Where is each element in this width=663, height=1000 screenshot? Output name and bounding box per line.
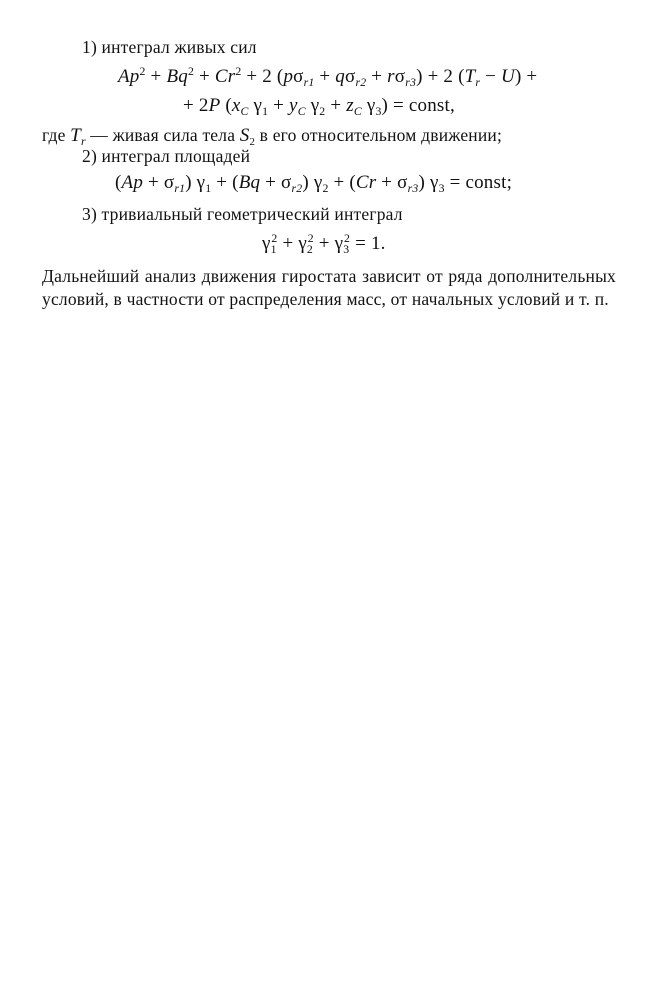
item3-equation: $\gamma_1^2 + \gamma_2^2 + \gamma_3^2 = 1$. xyxy=(262,231,386,257)
explanation-line: где $T_r$ — живая сила тела $S_2$ в его относительном движении; xyxy=(42,125,503,149)
item1-equation-line1: $Ap^2 + Bq^2 + Cr^2 + 2$ $(p\sigma_{r1} + q\sigma_{r2} + r\sigma_{r3}) + 2$ $(T_r - U)$ + xyxy=(118,64,538,90)
item1-equation-line2: + 2P ($x_C$ $\gamma_1 + y_C$ $\gamma_2 + z_C$ $\gamma_3$) = const, xyxy=(183,95,455,119)
item2-label: 2) интеграл площадей xyxy=(82,146,251,166)
closing-paragraph: Дальнейший анализ движения гиростата зависит от ряда дополнительных условий, в частности от распределения масс, от начальных условий и т. п. xyxy=(42,266,616,309)
item3-label: 3) тривиальный геометрический интеграл xyxy=(82,204,403,224)
item2-equation: $(Ap + \sigma_{r1})$ $\gamma_1 + (Bq + \sigma_{r2}) \gamma_2 + (Cr + \sigma_{r3}) \gamma_3$ = const; xyxy=(115,172,513,196)
item1-label: 1) интеграл живых сил xyxy=(82,37,257,57)
